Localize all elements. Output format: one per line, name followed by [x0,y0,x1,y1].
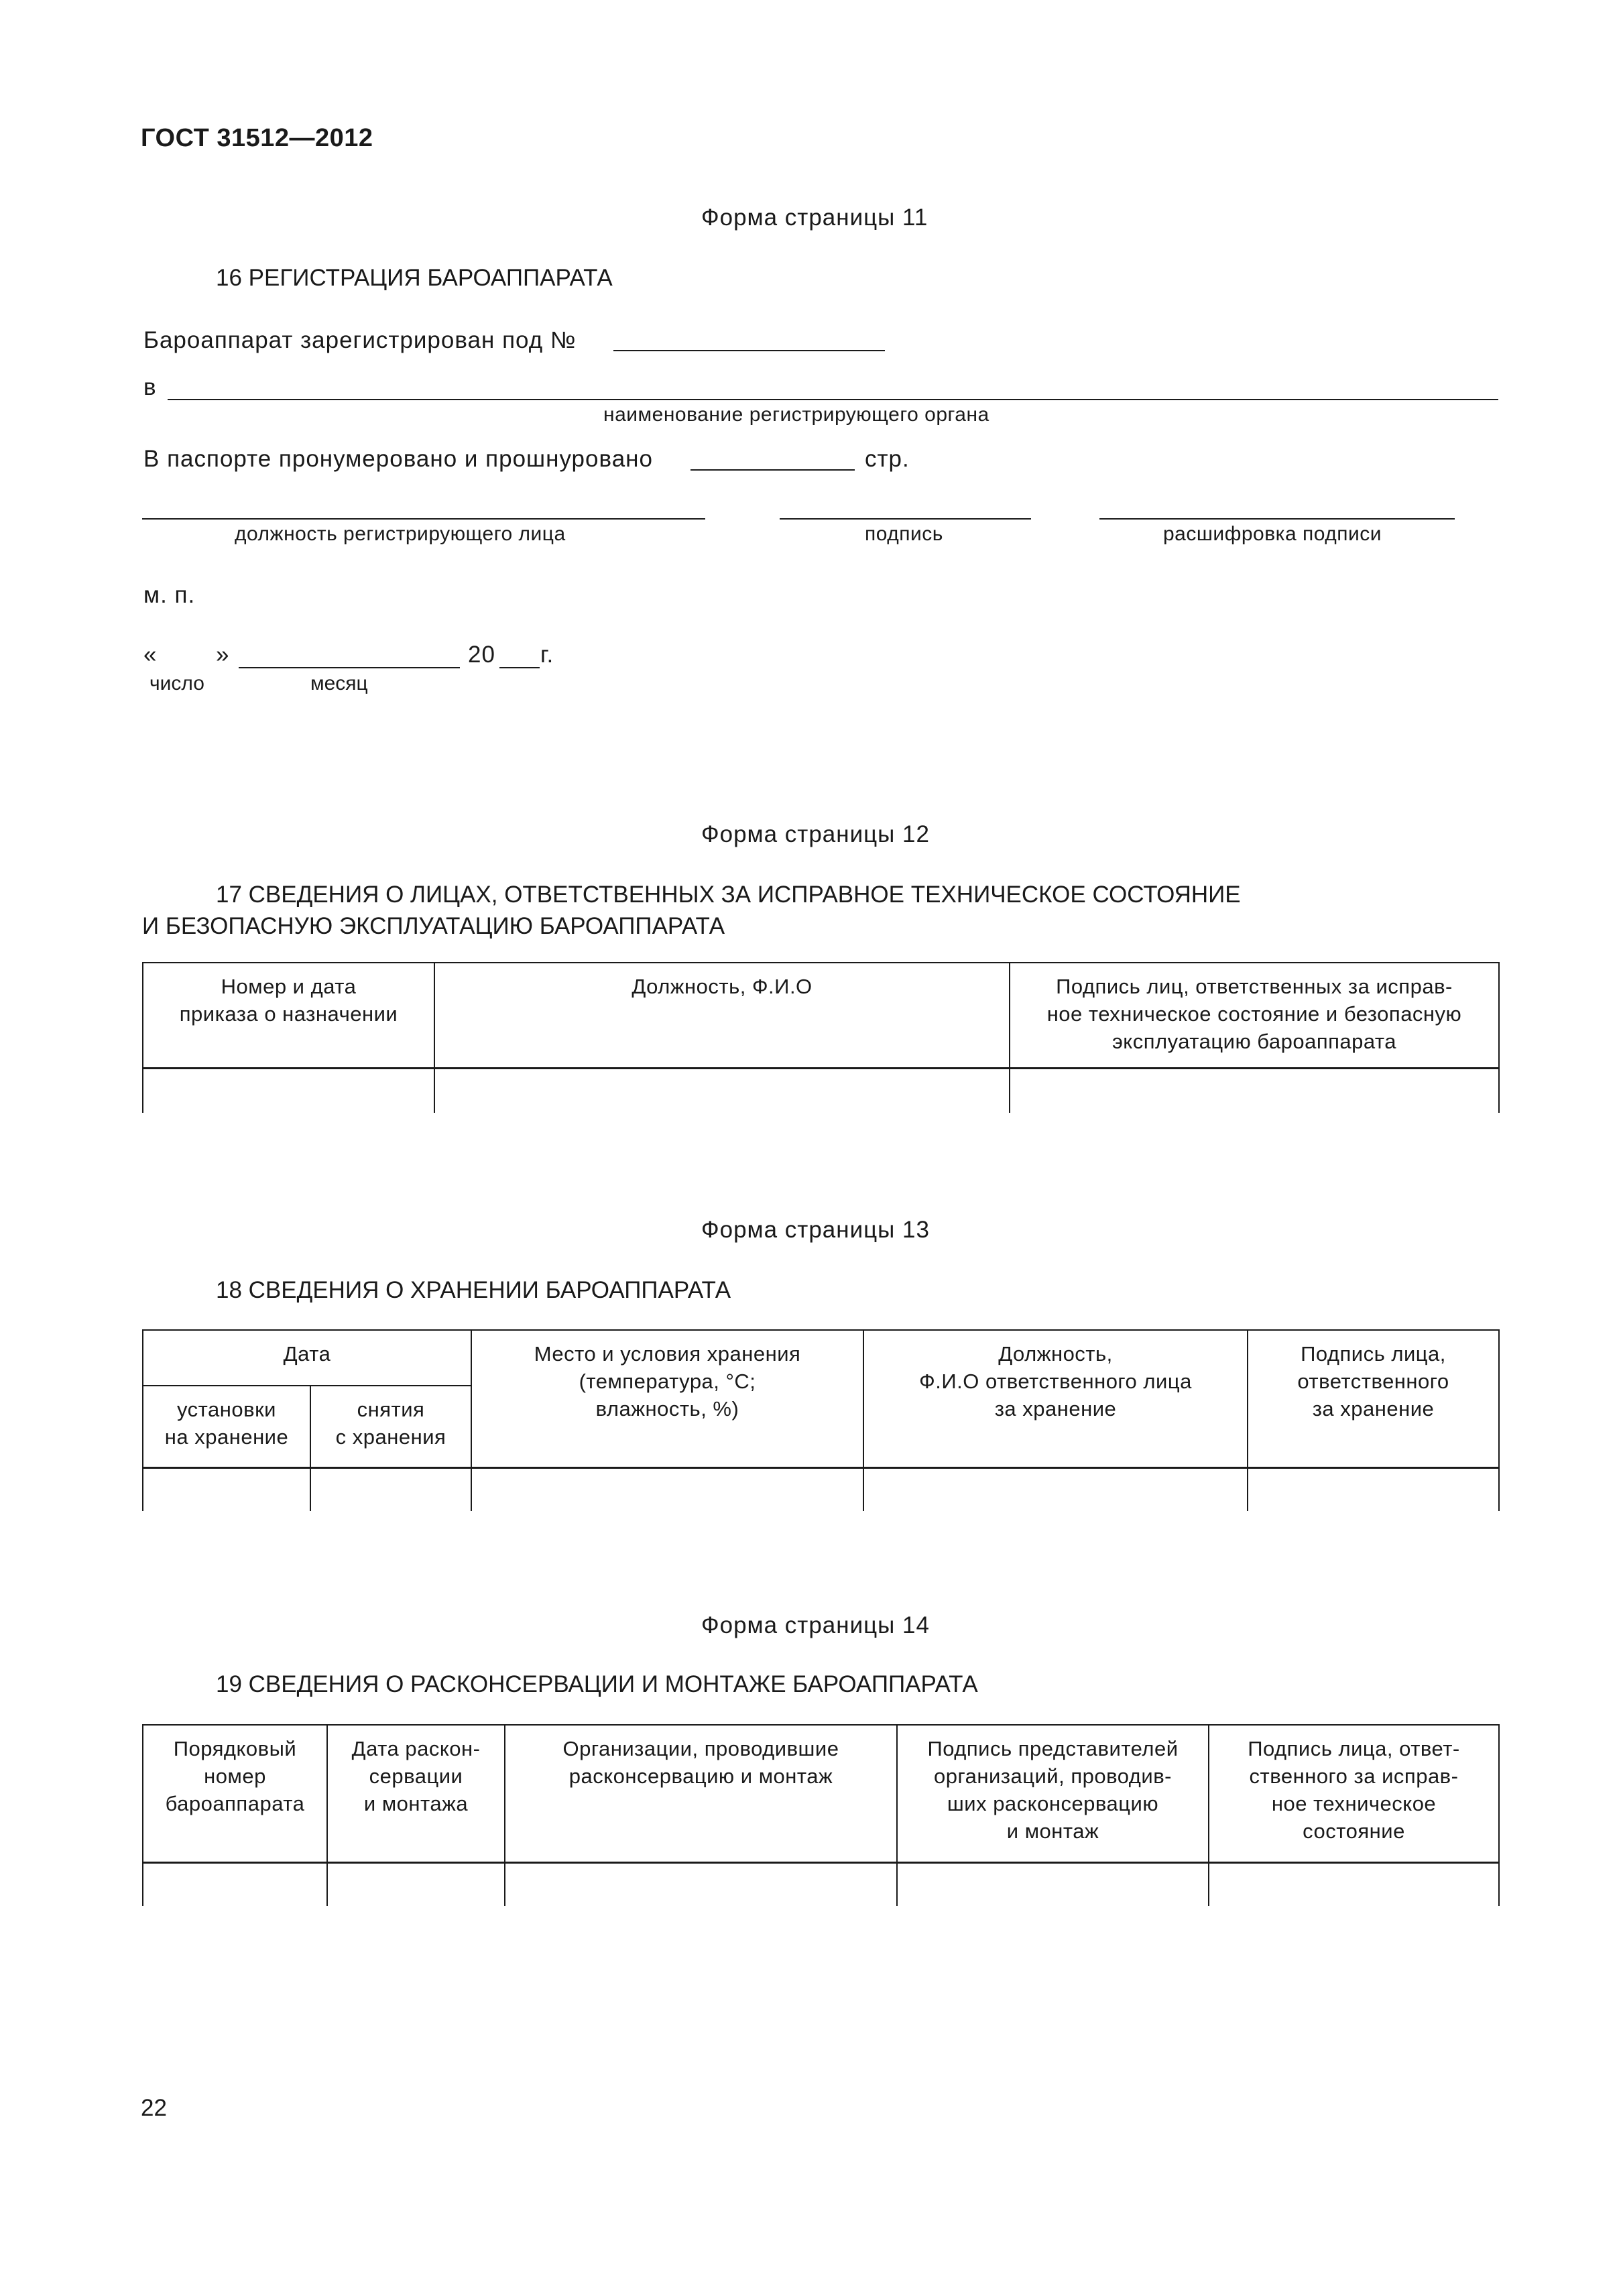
table-cell[interactable] [471,1467,863,1511]
table-row [143,1862,1499,1906]
column-header: Должность, Ф.И.О [434,963,1010,1068]
form-12-title-line2: И БЕЗОПАСНУЮ ЭКСПЛУАТАЦИЮ БАРОАППАРАТА [142,913,725,939]
registration-number-field[interactable] [613,350,885,351]
table-cell[interactable] [143,1862,327,1906]
date-open-quote: « [143,642,158,668]
column-header: Подпись лиц, ответственных за исправ- ное техническое состояние и безопасную эксплуатацию бароаппарата [1010,963,1499,1068]
form-14-label: Форма страницы 14 [701,1612,930,1638]
column-header: Номер и дата приказа о назначении [143,963,434,1068]
numbered-laced-text: В паспорте пронумеровано и прошнуровано [143,446,653,472]
signature-caption: подпись [865,523,943,545]
registrar-position-field[interactable] [142,518,705,520]
registrar-position-caption: должность регистрирующего лица [235,523,566,545]
form-14-title: 19 СВЕДЕНИЯ О РАСКОНСЕРВАЦИИ И МОНТАЖЕ БАРОАППАРАТА [216,1671,978,1697]
responsible-persons-table [142,962,1500,1113]
registering-organ-field[interactable] [168,399,1498,400]
year-suffix: г. [540,642,554,668]
form-12-title-line1: 17 СВЕДЕНИЯ О ЛИЦАХ, ОТВЕТСТВЕННЫХ ЗА ИСПРАВНОЕ ТЕХНИЧЕСКОЕ СОСТОЯНИЕ [216,882,1241,908]
table-header-row [143,1330,1499,1386]
pages-unit: стр. [865,446,910,472]
year-field[interactable] [499,667,540,668]
registering-organ-caption: наименование регистрирующего органа [603,404,989,426]
table-cell[interactable] [863,1467,1248,1511]
column-header: Место и условия хранения (температура, °С; влажность, %) [471,1330,863,1467]
form-11-label: Форма страницы 11 [701,204,928,231]
table-row [143,1467,1499,1511]
table-cell[interactable] [897,1862,1209,1906]
form-12-label: Форма страницы 12 [701,821,930,847]
column-header: Подпись лица, ответственного за хранение [1248,1330,1499,1467]
table-row [143,1068,1499,1113]
table-cell[interactable] [1010,1068,1499,1113]
column-header: Организации, проводившие расконсервацию и монтаж [505,1725,897,1862]
form-13-label: Форма страницы 13 [701,1217,930,1243]
column-header: Должность, Ф.И.О ответственного лица за хранение [863,1330,1248,1467]
month-caption: месяц [310,672,368,694]
column-header: установки на хранение [143,1386,310,1467]
column-header: Порядковый номер бароаппарата [143,1725,327,1862]
page-number: 22 [141,2095,167,2121]
table-cell[interactable] [505,1862,897,1906]
column-header: снятия с хранения [310,1386,471,1467]
year-prefix: 20 [468,642,495,668]
signature-decoding-field[interactable] [1099,518,1455,520]
table-header-row [143,963,1499,1068]
column-header: Дата раскон- сервации и монтажа [327,1725,505,1862]
signature-field[interactable] [780,518,1031,520]
table-cell[interactable] [327,1862,505,1906]
table-cell[interactable] [1248,1467,1499,1511]
page-count-field[interactable] [690,469,855,471]
document-code: ГОСТ 31512—2012 [141,124,373,152]
registered-under-text: Бароаппарат зарегистрирован под № [143,327,577,353]
column-header: Подпись лица, ответ- ственного за исправ- ное техническое состояние [1209,1725,1499,1862]
signature-decoding-caption: расшифровка подписи [1163,523,1382,545]
form-11-title: 16 РЕГИСТРАЦИЯ БАРОАППАРАТА [216,265,613,291]
form-13-title: 18 СВЕДЕНИЯ О ХРАНЕНИИ БАРОАППАРАТА [216,1277,731,1303]
storage-info-table [142,1329,1500,1511]
table-cell[interactable] [143,1068,434,1113]
table-cell[interactable] [310,1467,471,1511]
column-header: Подпись представителей организаций, проводив- ших расконсервацию и монтаж [897,1725,1209,1862]
reconservation-table [142,1724,1500,1906]
in-text: в [143,374,157,400]
day-caption: число [149,672,204,694]
table-cell[interactable] [1209,1862,1499,1906]
table-cell[interactable] [434,1068,1010,1113]
month-field[interactable] [239,667,460,668]
table-header-row [143,1725,1499,1862]
date-close-quote: » [216,642,230,668]
stamp-place: м. п. [143,582,196,608]
date-group-header: Дата [143,1330,471,1386]
table-cell[interactable] [143,1467,310,1511]
